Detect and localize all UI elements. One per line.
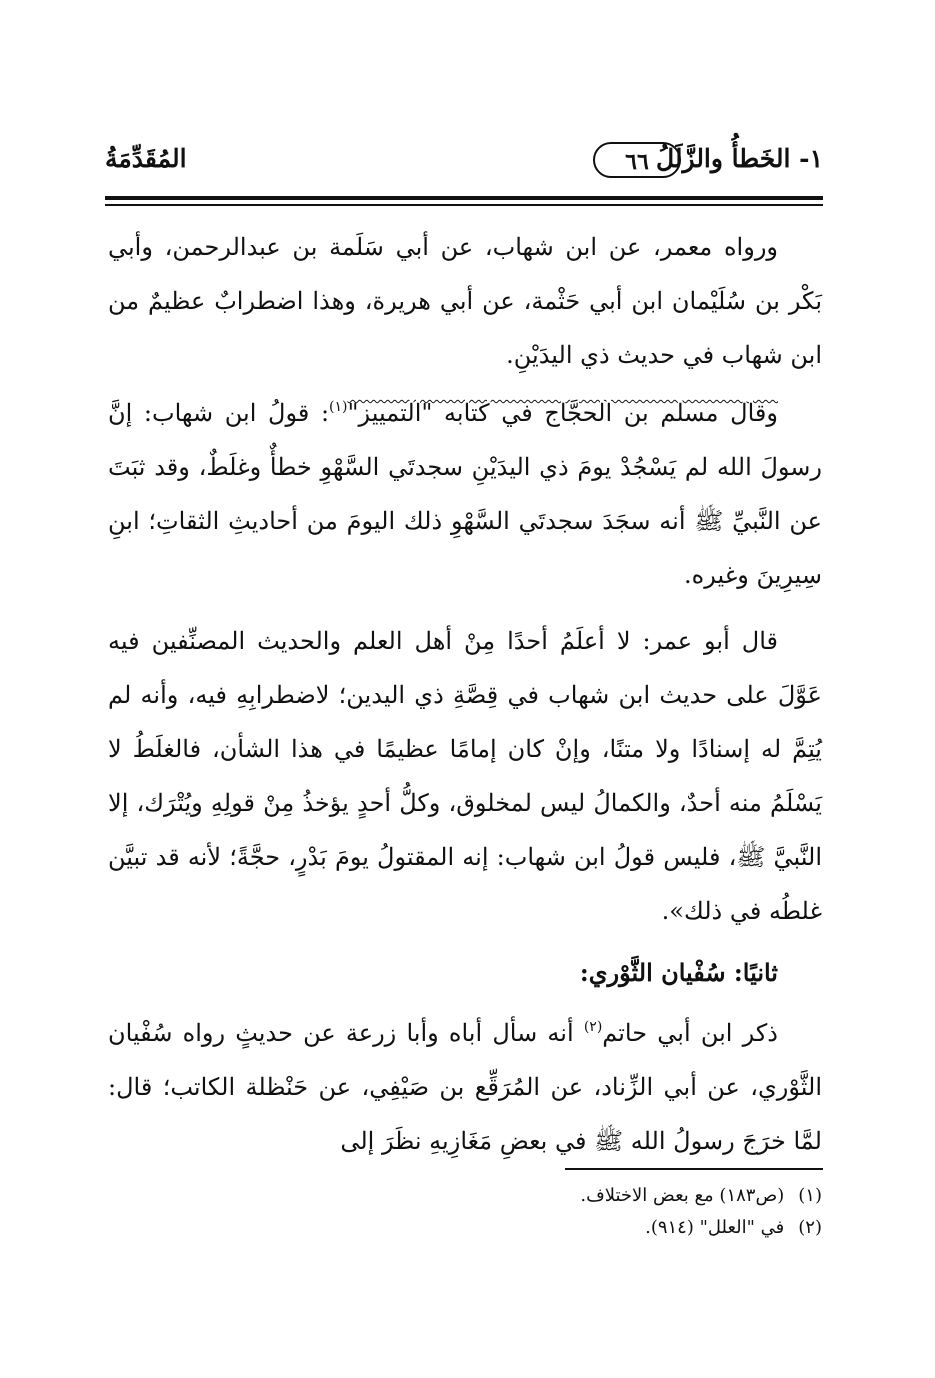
- section-title: المُقَدِّمَةُ: [105, 144, 187, 173]
- header-rule-thin: [105, 204, 823, 206]
- paragraph-1: ورواه معمر، عن ابن شهاب، عن أبي سَلَمة بن عبدالرحمن، وأبي بَكْر بن سُلَيْمان ابن أبي حَثْمة، عن أبي هريرة، وهذا اضطرابٌ عظيمٌ من ابن شهاب في حديث ذي اليدَيْنِ.: [108, 233, 822, 369]
- chapter-title: ١- الخَطأُ والزَّلَلُ: [655, 144, 823, 173]
- paragraph-2-text: : قولُ ابن شهاب: إنَّ رسولَ الله لم يَسْجُدْ يومَ ذي اليدَيْنِ سجدتَي السَّهْوِ خطأٌ وغلَطٌ، وقد ثبَتَ عن النَّبيِّ ﷺ أنه سجَدَ سجدتَي السَّهْوِ ذلك اليومَ من أحاديثِ الثقاتِ؛ ابنِ سِيرِينَ وغيره.: [108, 399, 822, 589]
- footnote-item: [300, 1212, 822, 1244]
- page-header: [105, 140, 823, 190]
- paragraph-4-text: أنه سأل أباه وأبا زرعة عن حديثٍ رواه سُفْيان الثَّوْري، عن أبي الزِّناد، عن المُرَقِّع بن صَيْفِي، عن حَنْظلة الكاتب؛ قال: لمَّا خرَجَ رسولُ الله ﷺ في بعضِ مَغَازِيهِ نظَرَ إلى: [108, 1019, 822, 1155]
- header-rule-thick: [105, 196, 823, 200]
- footnote-divider: [565, 1168, 823, 1170]
- paragraph-4-opening: ذكر ابن أبي حاتم: [602, 1019, 778, 1047]
- footnote-number: (٢): [798, 1217, 822, 1238]
- paragraph-2: [108, 386, 822, 602]
- section-heading: ثانيًا: سُفْيان الثَّوْري:: [579, 958, 778, 987]
- footnote-ref-1[interactable]: (١): [329, 399, 348, 415]
- footnote-number: (١): [798, 1185, 822, 1206]
- footnotes: [300, 1180, 822, 1244]
- footnote-item: [300, 1180, 822, 1212]
- footnote-text: في "العلل" (٩١٤).: [645, 1217, 785, 1238]
- page-number-badge: ٦٦: [593, 142, 681, 178]
- body-text: [108, 220, 822, 1168]
- paragraph-2-opening: وقال مسلم بن الحجَّاج في كتابه "التمييز": [347, 399, 778, 427]
- paragraph-3: قال أبو عمر: لا أعلَمُ أحدًا مِنْ أهل العلم والحديث المصنِّفين فيه عَوَّلَ على حديث ابن شهاب في قِصَّةِ ذي اليدين؛ لاضطرابِهِ فيه، وأنه لم يُتِمَّ له إسنادًا ولا متنًا، وإنْ كان إمامًا عظيمًا في هذا الشأن، فالغلَطُ لا يَسْلَمُ منه أحدٌ، والكمالُ ليس لمخلوق، وكلُّ أحدٍ يؤخذُ مِنْ قولِهِ ويُتْرَك، إلا النَّبيَّ ﷺ، فليس قولُ ابن شهاب: إنه المقتولُ يومَ بَدْرٍ، حجَّةً؛ لأنه قد تبيَّن غلطُه في ذلك».: [108, 627, 822, 925]
- footnote-text: (ص١٨٣) مع بعض الاختلاف.: [580, 1185, 785, 1206]
- paragraph-4: [108, 1006, 822, 1168]
- footnote-ref-2[interactable]: (٢): [583, 1019, 603, 1035]
